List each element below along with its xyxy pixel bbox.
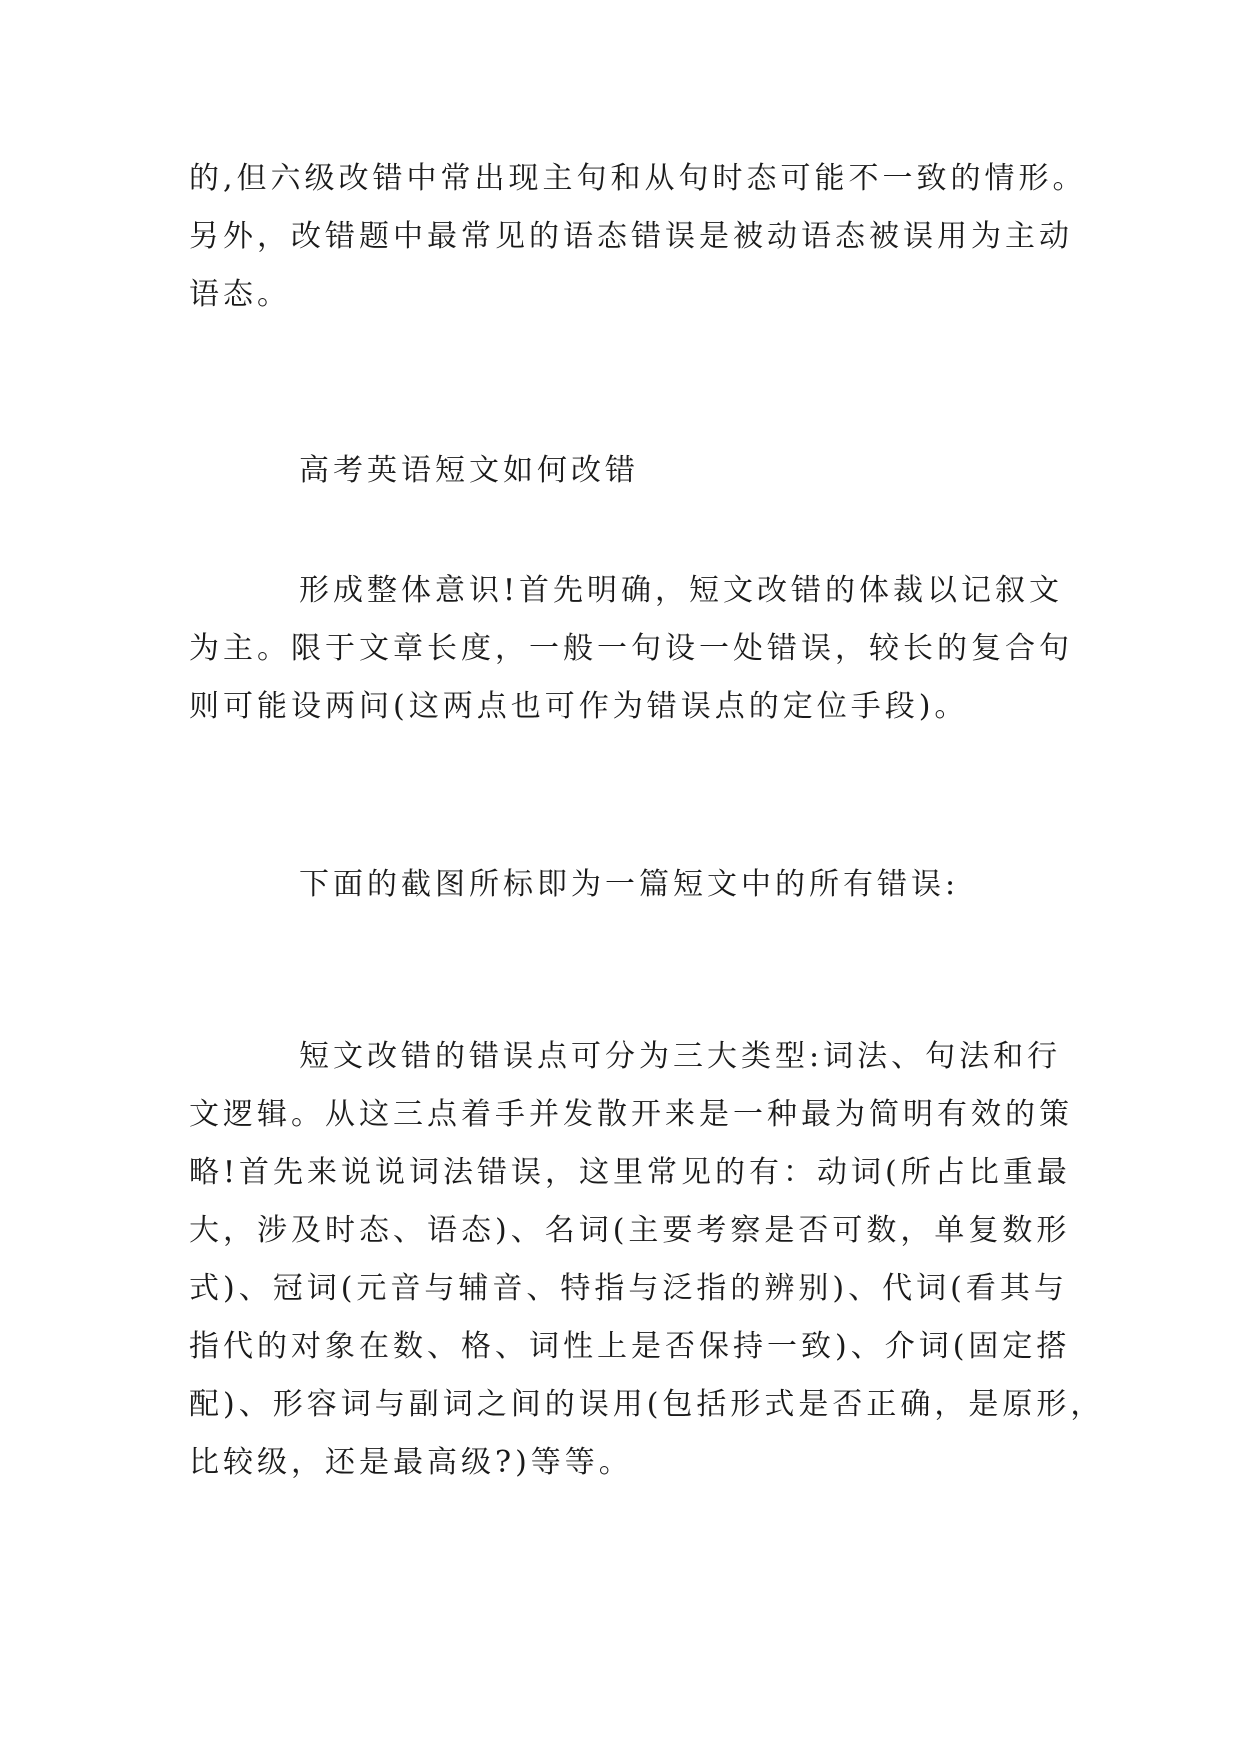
paragraph-line: 另外，改错题中最常见的语态错误是被动语态被误用为主动: [189, 219, 1073, 254]
paragraph-line: 式)、冠词(元音与辅音、特指与泛指的辨别)、代词(看其与: [189, 1271, 1068, 1306]
paragraph-overall-awareness: [189, 562, 1089, 736]
paragraph-line: 指代的对象在数、格、词性上是否保持一致)、介词(固定搭: [189, 1329, 1071, 1364]
paragraph-line: 下面的截图所标即为一篇短文中的所有错误:: [299, 867, 960, 902]
paragraph-line: 语态。: [189, 277, 291, 312]
paragraph-line: 短文改错的错误点可分为三大类型:词法、句法和行: [299, 1039, 1062, 1074]
section-heading: [189, 442, 1089, 500]
paragraph-line: 为主。限于文章长度，一般一句设一处错误，较长的复合句: [189, 631, 1073, 666]
paragraph-line: 略!首先来说说词法错误，这里常见的有：动词(所占比重最: [189, 1155, 1071, 1190]
paragraph-line: 文逻辑。从这三点着手并发散开来是一种最为简明有效的策: [189, 1097, 1073, 1132]
paragraph-line: 配)、形容词与副词之间的误用(包括形式是否正确，是原形，: [189, 1387, 1105, 1422]
heading-text: 高考英语短文如何改错: [299, 453, 639, 488]
paragraph-tense-voice: [189, 150, 1089, 324]
paragraph-error-types: [189, 1028, 1105, 1492]
paragraph-line: 大，涉及时态、语态)、名词(主要考察是否可数，单复数形: [189, 1213, 1071, 1248]
paragraph-line: 则可能设两问(这两点也可作为错误点的定位手段)。: [189, 689, 969, 724]
paragraph-line: 的,但六级改错中常出现主句和从句时态可能不一致的情形。: [189, 161, 1087, 196]
paragraph-screenshot-note: [189, 856, 1089, 914]
paragraph-line: 形成整体意识!首先明确，短文改错的体裁以记叙文: [299, 573, 1064, 608]
paragraph-line: 比较级，还是最高级?)等等。: [189, 1445, 633, 1480]
